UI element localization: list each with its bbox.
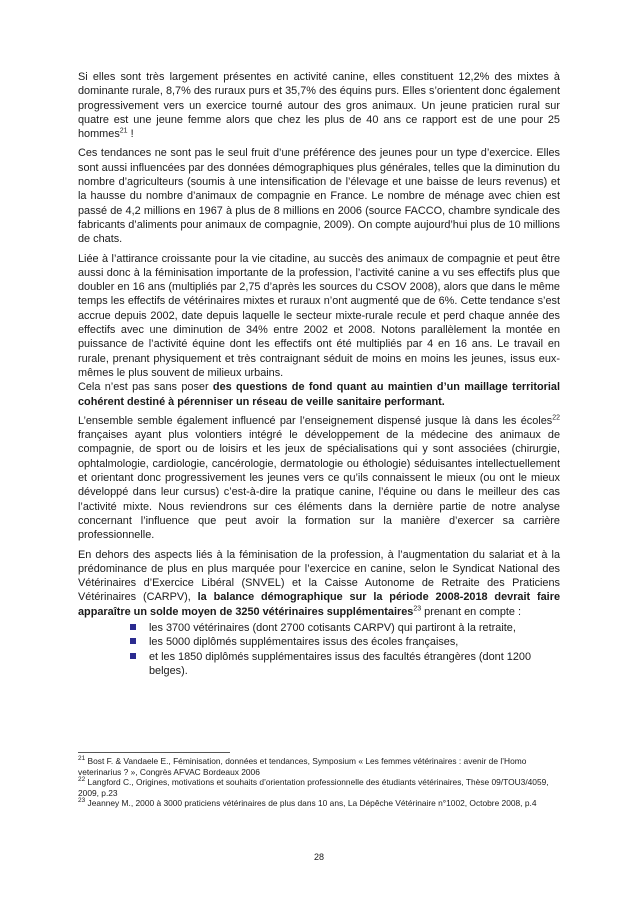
footnote-number: 22 — [78, 776, 86, 784]
square-bullet-icon — [130, 638, 136, 644]
footnote-23 — [78, 798, 560, 809]
paragraph-6-tail: prenant en compte : — [421, 605, 522, 618]
footnote-text: Jeanney M., 2000 à 3000 praticiens vétérinaires de plus dans 10 ans, La Dépêche Vétérinaire n°1002, Octobre 2008, p.4 — [85, 798, 537, 809]
footnote-22 — [78, 777, 560, 798]
bullet-list — [78, 621, 560, 678]
list-item-text: les 3700 vétérinaires (dont 2700 cotisants CARPV) qui partiront à la retraite, — [149, 621, 516, 634]
paragraph-2: Ces tendances ne sont pas le seul fruit d’une préférence des jeunes pour un type d’exercice. Elles sont aussi influencées par des données démographiques plus générales, telles que la diminution du nombre d’agriculteurs (soumis à une intensification de l’élevage et une baisse de leurs revenus) et la hausse du nombre d’animaux de compagnie en France. Le nombre de ménage avec chien est passé de 4,2 millions en 1967 à plus de 8 millions en 2006 (source FACCO, chambre syndicale des fabricants d’aliments pour animaux de compagnie, 2009). On compte aujourd’hui plus de 10 millions de chats. — [78, 147, 560, 246]
paragraph-1-text: Si elles sont très largement présentes en activité canine, elles constituent 12,2% des mixtes à dominante rurale, 8,7% des ruraux purs et 35,7% des équins purs. Elles s’orientent donc également progressivement vers un exercice tourné autour des gros animaux. Un jeune praticien rural sur quatre est une jeune femme alors que chez les plus de 40 ans ce rapport est de une pour 25 hommes — [78, 71, 560, 141]
paragraph-1 — [78, 70, 560, 141]
paragraph-6-lead: En dehors des aspects liés à la féminisation de la profession, à l’augmentation du salariat et à la prédominance de plus en plus marquée pour l’exercice en canine, selon le Syndicat National des Vétérinaires d’Exercice Libéral (SNVEL) et la Caisse Autonome de Retraite des Praticiens Vétérinaires (CARPV), — [78, 548, 560, 604]
list-item — [130, 650, 560, 679]
paragraph-5-lead: L’ensemble semble également influencé par l’enseignement dispensé jusque là dans les écoles — [78, 414, 553, 427]
square-bullet-icon — [130, 624, 136, 630]
paragraph-5-text: françaises ayant plus volontiers intégré le développement de la médecine des animaux de compagnie, de sport ou de loisirs et les jeux de spécialisations qui y sont associées (chirurgie, ophtalmologie, cardiologie, cancérologie, dermatologie ou éthologie) séduisantes intellectuellement et orientant donc progressivement les jeunes vers ce qu’ils connaissent le mieux (ou ont le mieux développé dans leur cursus) c’est-à-dire la pratique canine, l’équine ou dans le meilleur des cas l’activité mixte. Nous reviendrons sur ces éléments dans la dernière partie de notre analyse concernant l’influence que peut avoir la formation sur la manière d’exercer sa carrière professionnelle. — [78, 429, 560, 542]
paragraph-1-tail: ! — [127, 128, 134, 141]
paragraph-4 — [78, 380, 560, 409]
document-body — [78, 70, 560, 678]
paragraph-5 — [78, 414, 560, 543]
square-bullet-icon — [130, 653, 136, 659]
list-item — [130, 621, 560, 635]
list-item-text: les 5000 diplômés supplémentaires issus des écoles françaises, — [149, 636, 459, 649]
footnote-ref-22[interactable]: 22 — [552, 414, 560, 422]
footnote-text: Langford C., Origines, motivations et souhaits d’orientation professionnelle des étudiants vétérinaires, Thèse 09/TOU3/4059, 2009, p.23 — [78, 777, 549, 798]
paragraph-6 — [78, 548, 560, 619]
footnote-ref-21[interactable]: 21 — [119, 127, 128, 135]
list-item-text: et les 1850 diplômés supplémentaires issus des facultés étrangères (dont 1200 belges). — [149, 650, 532, 677]
footnote-number: 23 — [78, 797, 86, 805]
list-item — [130, 635, 560, 649]
paragraph-6-emphasis: la balance démographique sur la période 2008-2018 devrait faire apparaître un solde moyen de 3250 vétérinaires supplémentaires — [78, 591, 560, 618]
paragraph-4-lead: Cela n’est pas sans poser — [78, 381, 213, 394]
footnotes — [78, 756, 560, 809]
paragraph-4-emphasis: des questions de fond quant au maintien d’un maillage territorial cohérent destiné à pérenniser un réseau de veille sanitaire performant. — [78, 381, 560, 408]
page-number: 28 — [313, 852, 324, 862]
footnote-ref-23[interactable]: 23 — [413, 605, 422, 613]
footnote-number: 21 — [78, 755, 86, 763]
paragraph-3: Liée à l’attirance croissante pour la vie citadine, au succès des animaux de compagnie et peut être aussi donc à la féminisation importante de la profession, l’activité canine a vu ses effectifs plus que doubler en 16 ans (multipliés par 2,75 d’après les sources du CSOV 2008), alors que dans le même temps les effectifs de vétérinaires mixtes et ruraux n’ont augmenté que de 6%. Cette tendance s’est accrue depuis 2002, date depuis laquelle le secteur mixte-rurale recule et perd chaque année des effectifs avec une diminution de 34% entre 2002 et 2008. Notons parallèlement la montée en puissance de l’activité équine dont les effectifs ont été multipliés par 4 en 16 ans. Le travail en rurale, prenant physiquement et très contraignant séduit de moins en moins les jeunes, issus eux-mêmes le plus souvent de milieux urbains. — [78, 252, 560, 379]
footnote-21 — [78, 756, 560, 777]
footnote-divider — [78, 752, 230, 753]
footnote-text: Bost F. & Vandaele E., Féminisation, données et tendances, Symposium « Les femmes vétérinaires : avenir de l’Homo veterinarius ? », Congrès AFVAC Bordeaux 2006 — [78, 756, 527, 777]
